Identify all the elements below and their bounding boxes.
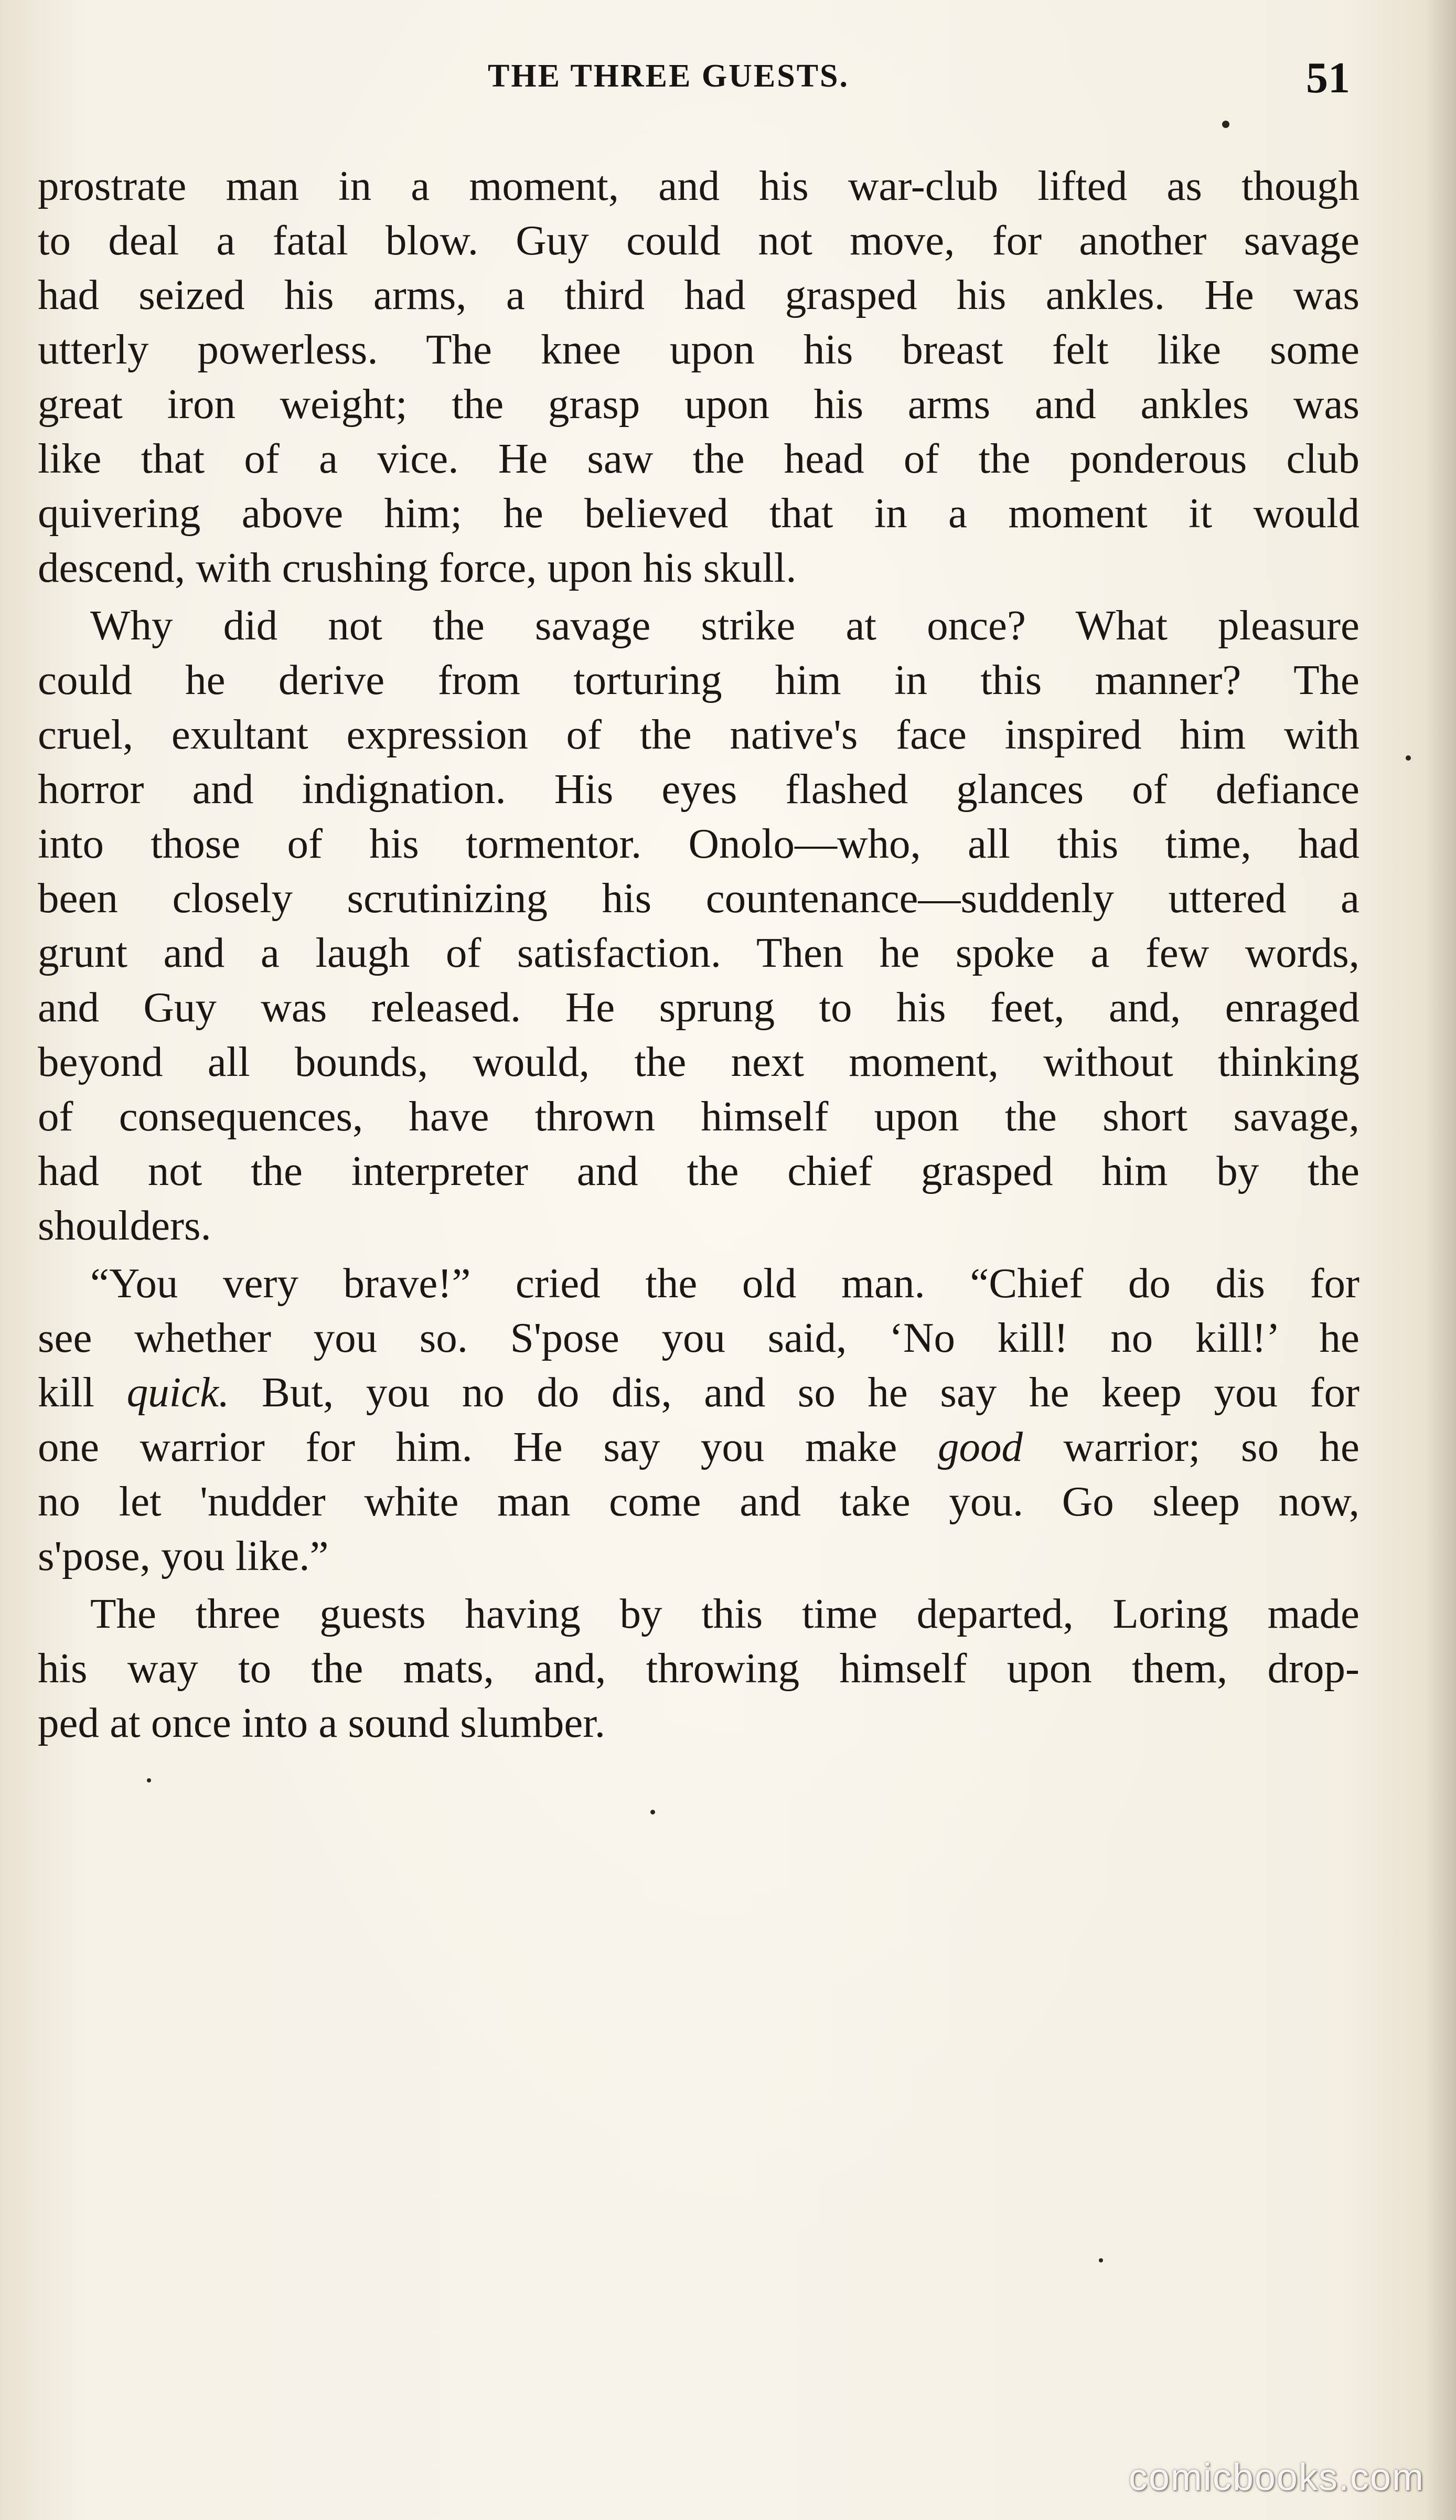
watermark: comicbooks.com bbox=[1128, 2457, 1425, 2498]
text-line: his way to the mats, and, throwing himself upon them, drop- bbox=[38, 1645, 1359, 1692]
text-line: to deal a fatal blow. Guy could not move, for another savage bbox=[38, 217, 1359, 264]
text-line: been closely scrutinizing his countenance—suddenly uttered a bbox=[38, 874, 1359, 922]
text-line: descend, with crushing force, upon his skull. bbox=[38, 544, 797, 591]
text-line bbox=[38, 1365, 1359, 1419]
text-line: and Guy was released. He sprung to his feet, and, enraged bbox=[38, 984, 1359, 1031]
italic-emphasis: quick. bbox=[126, 1369, 230, 1416]
paragraph bbox=[38, 1586, 1359, 1750]
ink-speck bbox=[147, 1778, 151, 1782]
text-line: see whether you so. S'pose you said, ‘No kill! no kill!’ he bbox=[38, 1314, 1359, 1361]
ink-speck bbox=[1406, 755, 1411, 761]
text-line: grunt and a laugh of satisfaction. Then he spoke a few words, bbox=[38, 929, 1359, 976]
text-line: utterly powerless. The knee upon his breast felt like some bbox=[38, 326, 1359, 373]
ink-speck bbox=[1222, 121, 1229, 128]
text-line: s'pose, you like.” bbox=[38, 1532, 329, 1579]
text-line: had seized his arms, a third had grasped his ankles. He was bbox=[38, 271, 1359, 318]
text-line: into those of his tormentor. Onolo—who, all this time, had bbox=[38, 820, 1359, 867]
paragraph bbox=[38, 1256, 1359, 1583]
text-line: prostrate man in a moment, and his war-club lifted as though bbox=[38, 162, 1359, 209]
paragraph bbox=[38, 598, 1359, 1253]
text-line: cruel, exultant expression of the native's face inspired him with bbox=[38, 711, 1359, 758]
text-fragment: one warrior for him. He say you make bbox=[38, 1423, 938, 1470]
text-line: shoulders. bbox=[38, 1202, 211, 1249]
ink-speck bbox=[650, 1810, 655, 1814]
text-line: like that of a vice. He saw the head of the ponderous club bbox=[38, 435, 1359, 482]
text-line: could he derive from torturing him in this manner? The bbox=[38, 656, 1359, 703]
text-line: horror and indignation. His eyes flashed glances of defiance bbox=[38, 765, 1359, 813]
text-line: ped at once into a sound slumber. bbox=[38, 1699, 606, 1746]
text-line: no let 'nudder white man come and take you. Go sleep now, bbox=[38, 1478, 1359, 1525]
ink-speck bbox=[1099, 2258, 1103, 2262]
running-title: THE THREE GUESTS. bbox=[488, 58, 850, 94]
text-line: “You very brave!” cried the old man. “Chief do dis for bbox=[90, 1259, 1359, 1307]
text-fragment: kill bbox=[38, 1369, 127, 1416]
text-fragment: warrior; so he bbox=[1022, 1423, 1360, 1470]
text-fragment: But, you no do dis, and so he say he keep you for bbox=[229, 1369, 1359, 1416]
page-number: 51 bbox=[1306, 54, 1350, 102]
body-text bbox=[38, 158, 1359, 1753]
text-line: beyond all bounds, would, the next moment, without thinking bbox=[38, 1038, 1359, 1085]
italic-emphasis: good bbox=[937, 1423, 1023, 1470]
text-line bbox=[38, 1419, 1359, 1474]
text-line: great iron weight; the grasp upon his arms and ankles was bbox=[38, 380, 1359, 428]
text-line: quivering above him; he believed that in a moment it would bbox=[38, 489, 1359, 537]
running-head bbox=[0, 52, 1456, 115]
text-line: The three guests having by this time departed, Loring made bbox=[90, 1590, 1359, 1637]
page-edge-shadow bbox=[1425, 0, 1456, 2520]
text-line: of consequences, have thrown himself upon the short savage, bbox=[38, 1093, 1359, 1140]
paragraph bbox=[38, 158, 1359, 595]
text-line: Why did not the savage strike at once? What pleasure bbox=[90, 602, 1359, 649]
reverse-page-bleed-through bbox=[37, 1721, 1411, 2455]
text-line: had not the interpreter and the chief grasped him by the bbox=[38, 1147, 1359, 1194]
